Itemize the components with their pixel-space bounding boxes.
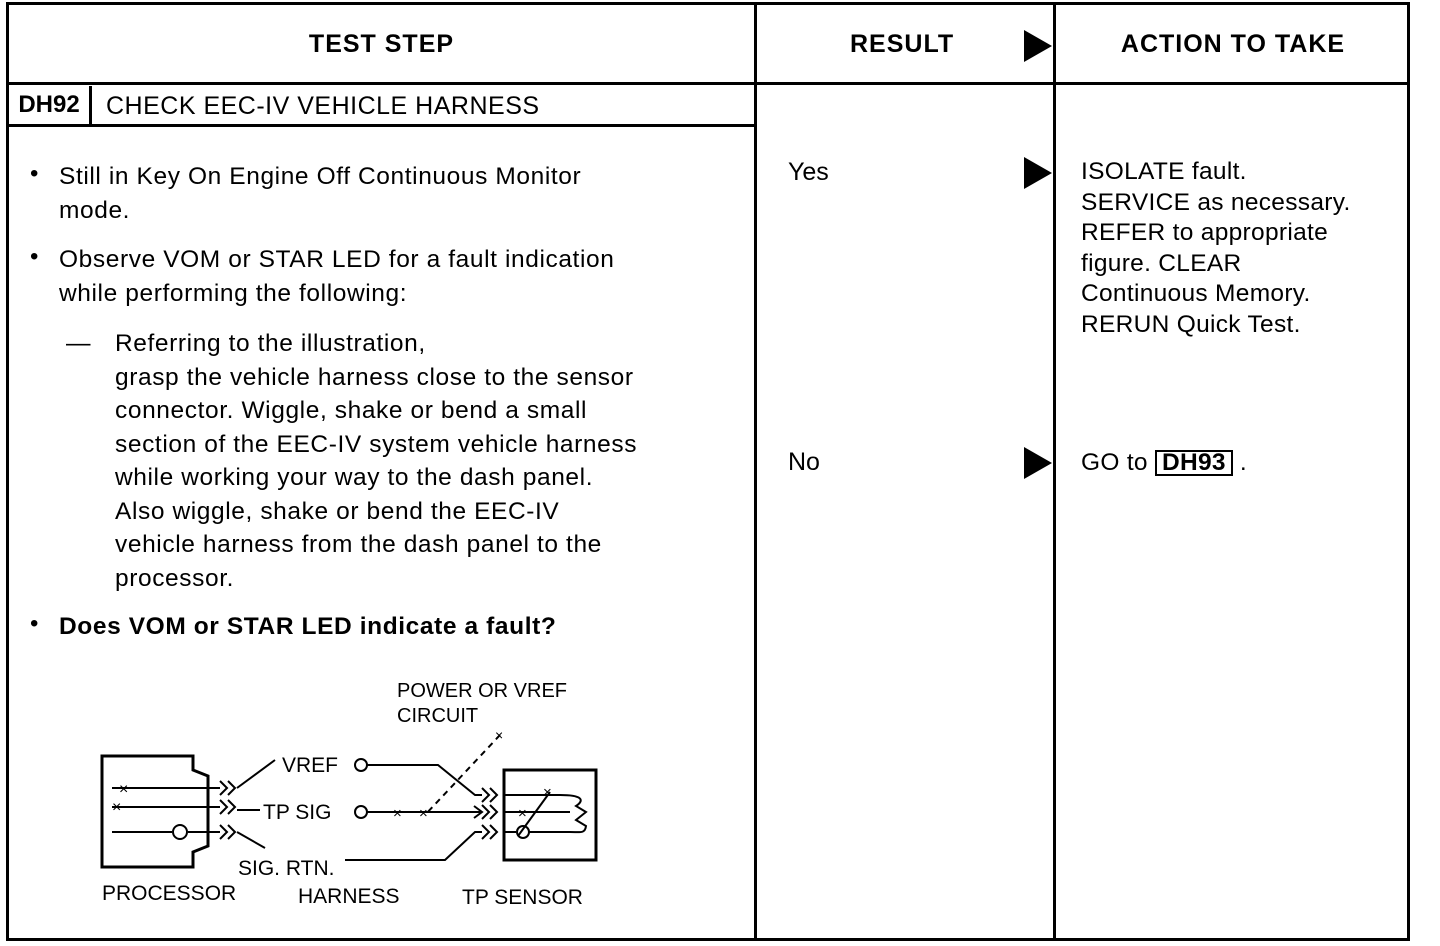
connector-chevron-icon	[482, 825, 497, 839]
action-no-prefix: GO to	[1081, 449, 1148, 476]
connector-chevron-icon	[482, 805, 497, 819]
sig-rtn-wire	[345, 832, 482, 860]
column-divider-2	[1053, 2, 1056, 941]
cross-mark-icon: ×	[518, 805, 527, 822]
tp-sig-pin-icon	[355, 806, 367, 818]
power-label-line1: POWER OR VREF	[397, 680, 568, 702]
step-id: DH92	[18, 91, 80, 118]
step-title: CHECK EEC-IV VEHICLE HARNESS	[106, 92, 540, 120]
tp-sig-label: TP SIG	[263, 801, 332, 824]
harness-diagram	[90, 670, 630, 920]
cross-mark-icon: ×	[543, 784, 552, 801]
connector-chevron-icon	[220, 800, 235, 814]
dashed-leader-line	[425, 735, 500, 815]
vref-pin-icon	[355, 759, 367, 771]
instruction-1: Still in Key On Engine Off Continuous Monitor mode.	[59, 163, 582, 224]
sensor-wiper	[560, 795, 586, 832]
bullet-dot-icon: •	[30, 610, 39, 637]
bullet-dot-icon: •	[30, 160, 39, 187]
action-no-suffix: .	[1239, 449, 1248, 476]
result-no: No	[788, 448, 820, 476]
header-test-step: TEST STEP	[308, 30, 455, 58]
vref-label: VREF	[282, 754, 339, 777]
cross-mark-icon: ×	[495, 727, 504, 743]
action-no	[1081, 448, 1247, 479]
connector-chevron-icon	[482, 788, 497, 802]
processor-pin-icon	[173, 825, 187, 839]
power-label-line2: CIRCUIT	[397, 705, 479, 727]
cross-mark-icon: ×	[419, 805, 428, 822]
step-id-divider	[89, 86, 92, 126]
step-title-divider	[6, 124, 755, 127]
harness-label: HARNESS	[298, 885, 400, 908]
instruction-2: Observe VOM or STAR LED for a fault indication while performing the following:	[59, 246, 615, 307]
header-divider	[6, 82, 1410, 85]
dash-icon: —	[66, 330, 92, 357]
header-action: ACTION TO TAKE	[1120, 30, 1346, 58]
sub-instruction: Referring to the illustration, grasp the vehicle harness close to the sensor connector. Wiggle, shake or bend a small section of the EEC-IV system vehicle harness while working your way to the dash panel. Also wiggle, shake or bend the EEC-IV vehicle harness from the dash panel to the processor.	[115, 330, 638, 592]
cross-mark-icon: ×	[119, 781, 129, 798]
column-divider-1	[754, 2, 757, 941]
tp-sensor-label: TP SENSOR	[462, 886, 583, 909]
header-result: RESULT	[850, 30, 955, 58]
result-arrow-icon	[1024, 447, 1052, 479]
processor-label: PROCESSOR	[102, 882, 237, 905]
action-yes: ISOLATE fault. SERVICE as necessary. REFER to appropriate figure. CLEAR Continuous Memory. RERUN Quick Test.	[1081, 158, 1351, 338]
result-arrow-icon	[1024, 157, 1052, 189]
sig-rtn-label: SIG. RTN.	[238, 857, 335, 880]
bullet-dot-icon: •	[30, 243, 39, 270]
connector-chevron-icon	[220, 781, 235, 795]
step-reference-link[interactable]: DH93	[1155, 450, 1233, 476]
cross-mark-icon: ×	[393, 805, 402, 822]
vref-wire	[367, 765, 482, 795]
header-arrow-icon	[1024, 30, 1052, 62]
cross-mark-icon: ×	[112, 799, 122, 816]
question: Does VOM or STAR LED indicate a fault?	[59, 613, 557, 640]
result-yes: Yes	[788, 158, 829, 186]
connector-chevron-icon	[220, 825, 235, 839]
